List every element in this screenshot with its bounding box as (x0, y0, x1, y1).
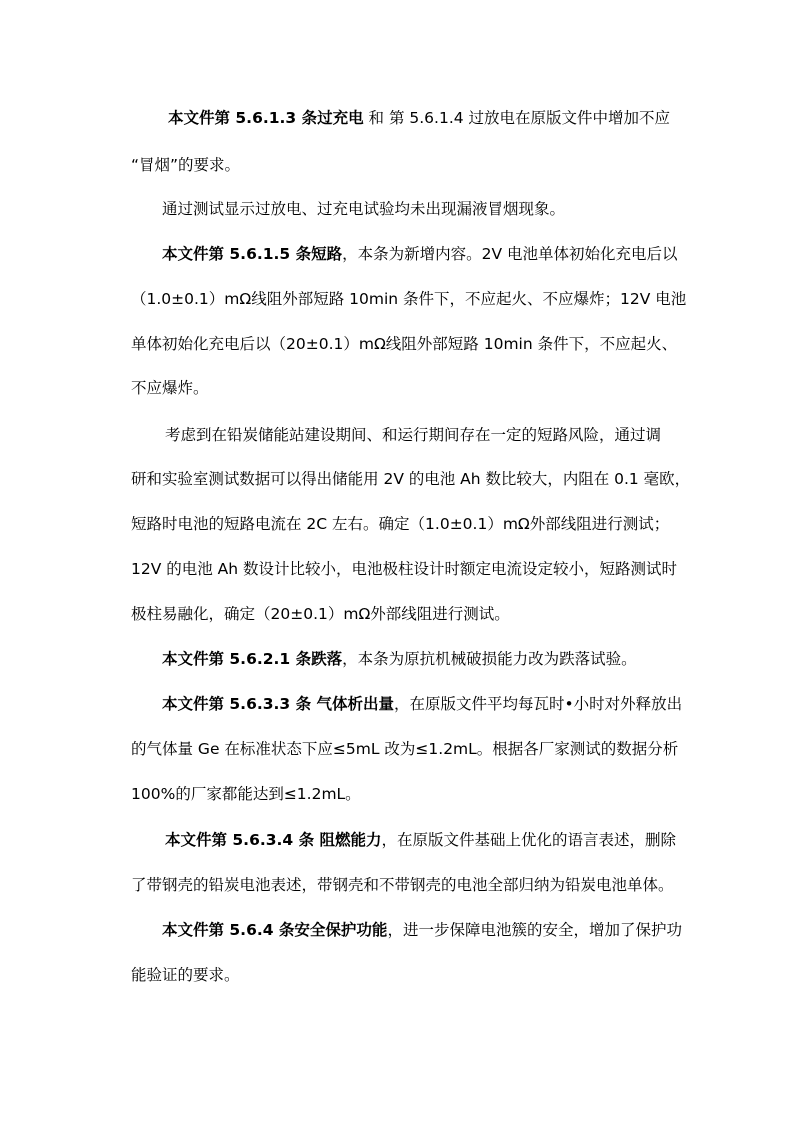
paragraph-text: ，在原版文件基础上优化的语言表述，删除 (381, 831, 677, 849)
clause-heading: 本文件第 5.6.1.3 条过充电 (168, 109, 364, 127)
paragraph-text: 12V 的电池 Ah 数设计比较小，电池极柱设计时额定电流设定较小，短路测试时 (131, 560, 678, 578)
paragraph-line (0, 784, 794, 804)
paragraph-text: 不应爆炸。 (131, 379, 209, 397)
paragraph-line (0, 334, 794, 354)
paragraph-line (0, 425, 794, 445)
paragraph-text: ，本条为新增内容。2V 电池单体初始化充电后以 (342, 245, 678, 263)
clause-heading: 本文件第 5.6.1.5 条短路 (162, 245, 343, 263)
clause-heading: 本文件第 5.6.2.1 条跌落 (162, 650, 343, 668)
paragraph-text: ，进一步保障电池簇的安全，增加了保护功 (387, 921, 682, 939)
paragraph-text: 了带钢壳的铅炭电池表述，带钢壳和不带钢壳的电池全部归纳为铅炭电池单体。 (131, 876, 674, 894)
paragraph-line (0, 739, 794, 759)
paragraph-line (0, 965, 794, 985)
paragraph-text: 极柱易融化，确定（20±0.1）mΩ外部线阻进行测试。 (131, 605, 510, 623)
paragraph-line (0, 155, 794, 175)
paragraph-line (0, 920, 794, 940)
paragraph-line (0, 694, 794, 714)
clause-heading: 本文件第 5.6.3.3 条 气体析出量 (162, 695, 394, 713)
paragraph-text: 通过测试显示过放电、过充电试验均未出现漏液冒烟现象。 (162, 200, 566, 218)
paragraph-text: ，本条为原抗机械破损能力改为跌落试验。 (342, 650, 637, 668)
paragraph-text: 100%的厂家都能达到≤1.2mL。 (131, 785, 361, 803)
paragraph-text: 短路时电池的短路电流在 2C 左右。确定（1.0±0.1）mΩ外部线阻进行测试； (131, 515, 670, 533)
paragraph-text: ，在原版文件平均每瓦时•小时对外释放出 (394, 695, 683, 713)
paragraph-line (0, 244, 794, 264)
paragraph-line (0, 559, 794, 579)
paragraph-text: 考虑到在铅炭储能站建设期间、和运行期间存在一定的短路风险，通过调 (165, 426, 662, 444)
paragraph-line (0, 604, 794, 624)
paragraph-text: 和 第 5.6.1.4 过放电在原版文件中增加不应 (363, 109, 671, 127)
paragraph-text: 的气体量 Ge 在标准状态下应≤5mL 改为≤1.2mL。根据各厂家测试的数据分析 (131, 740, 679, 758)
paragraph-line (0, 514, 794, 534)
paragraph-text: 单体初始化充电后以（20±0.1）mΩ线阻外部短路 10min 条件下，不应起火、 (131, 335, 678, 353)
paragraph-line (0, 830, 794, 850)
paragraph-line (0, 649, 794, 669)
paragraph-line (0, 199, 794, 219)
paragraph-line (0, 378, 794, 398)
paragraph-line (0, 289, 794, 309)
clause-heading: 本文件第 5.6.4 条安全保护功能 (162, 921, 388, 939)
paragraph-line (0, 875, 794, 895)
paragraph-line (0, 108, 794, 128)
paragraph-text: 能验证的要求。 (131, 966, 240, 984)
paragraph-text: “冒烟”的要求。 (131, 156, 241, 174)
clause-heading: 本文件第 5.6.3.4 条 阻燃能力 (165, 831, 382, 849)
paragraph-line (0, 469, 794, 489)
paragraph-text: 研和实验室测试数据可以得出储能用 2V 的电池 Ah 数比较大，内阻在 0.1 毫欧， (131, 470, 691, 488)
paragraph-text: （1.0±0.1）mΩ线阻外部短路 10min 条件下，不应起火、不应爆炸；12V 电池 (131, 290, 687, 308)
